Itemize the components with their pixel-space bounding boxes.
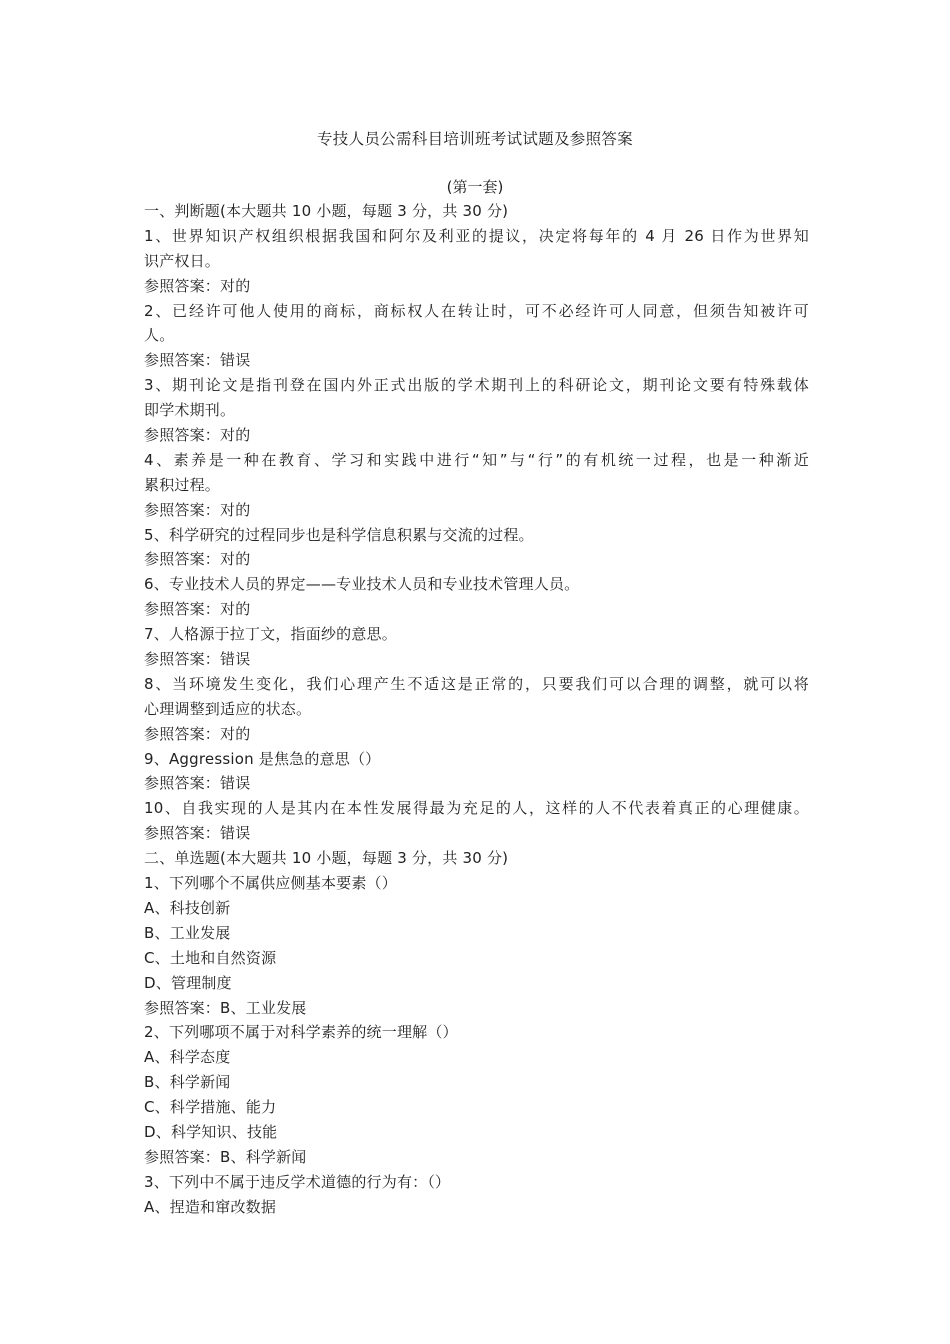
answer-line: 参照答案：对的 — [144, 600, 251, 619]
section-heading: 二、单选题(本大题共 10 小题，每题 3 分，共 30 分) — [144, 849, 509, 868]
option-line: B、工业发展 — [144, 923, 231, 942]
answer-line: 参照答案：错误 — [144, 351, 251, 370]
option-line: D、科学知识、技能 — [144, 1122, 278, 1141]
option-line: D、管理制度 — [144, 973, 232, 992]
answer-line: 参照答案：B、工业发展 — [144, 998, 307, 1017]
text-line: 10、自我实现的人是其内在本性发展得最为充足的人，这样的人不代表着真正的心理健康。 — [144, 799, 809, 818]
answer-line: 参照答案：错误 — [144, 774, 251, 793]
text-line: 6、专业技术人员的界定——专业技术人员和专业技术管理人员。 — [144, 575, 580, 594]
text-line: 识产权日。 — [144, 251, 221, 270]
answer-line: 参照答案：对的 — [144, 426, 251, 445]
option-line: A、科学态度 — [144, 1048, 231, 1067]
answer-line: 参照答案：对的 — [144, 500, 251, 519]
text-line: 即学术期刊。 — [144, 401, 236, 420]
section-heading: 一、判断题(本大题共 10 小题，每题 3 分，共 30 分) — [144, 202, 509, 220]
text-line: 5、科学研究的过程同步也是科学信息积累与交流的过程。 — [144, 525, 534, 544]
text-line: 人。 — [144, 326, 175, 345]
document-body — [144, 199, 809, 1220]
option-line: C、土地和自然资源 — [144, 948, 277, 967]
option-line: B、科学新闻 — [144, 1073, 231, 1092]
text-line: 9、Aggression 是焦急的意思（） — [144, 749, 381, 768]
answer-line: 参照答案：对的 — [144, 550, 251, 569]
text-line: 4、素养是一种在教育、学习和实践中进行“知”与“行”的有机统一过程，也是一种渐近 — [144, 450, 809, 469]
text-line: 8、当环境发生变化，我们心理产生不适这是正常的，只要我们可以合理的调整，就可以将 — [144, 674, 809, 693]
text-line: 心理调整到适应的状态。 — [144, 699, 312, 718]
text-line: 3、期刊论文是指刊登在国内外正式出版的学术期刊上的科研论文，期刊论文要有特殊载体 — [144, 376, 809, 395]
option-line: C、科学措施、能力 — [144, 1098, 277, 1117]
answer-line: 参照答案：对的 — [144, 276, 251, 295]
text-line: 1、世界知识产权组织根据我国和阿尔及利亚的提议，决定将每年的 4 月 26 日作为世界知 — [144, 226, 809, 245]
text-line: 累积过程。 — [144, 475, 221, 494]
answer-line: 参照答案：对的 — [144, 724, 251, 743]
answer-line: 参照答案：错误 — [144, 824, 251, 843]
question-line: 3、下列中不属于违反学术道德的行为有：（） — [144, 1172, 451, 1191]
text-line: 2、已经许可他人使用的商标，商标权人在转让时，可不必经许可人同意，但须告知被许可 — [144, 301, 809, 320]
question-line: 2、下列哪项不属于对科学素养的统一理解（） — [144, 1023, 458, 1042]
option-line: A、捏造和窜改数据 — [144, 1197, 277, 1216]
answer-line: 参照答案：错误 — [144, 650, 251, 669]
question-line: 1、下列哪个不属供应侧基本要素（） — [144, 874, 397, 893]
document-title: 专技人员公需科目培训班考试试题及参照答案 — [316, 130, 633, 148]
answer-line: 参照答案：B、科学新闻 — [144, 1147, 307, 1166]
document-subtitle: (第一套) — [446, 178, 504, 196]
text-line: 7、人格源于拉丁文，指面纱的意思。 — [144, 625, 397, 644]
option-line: A、科技创新 — [144, 898, 231, 917]
